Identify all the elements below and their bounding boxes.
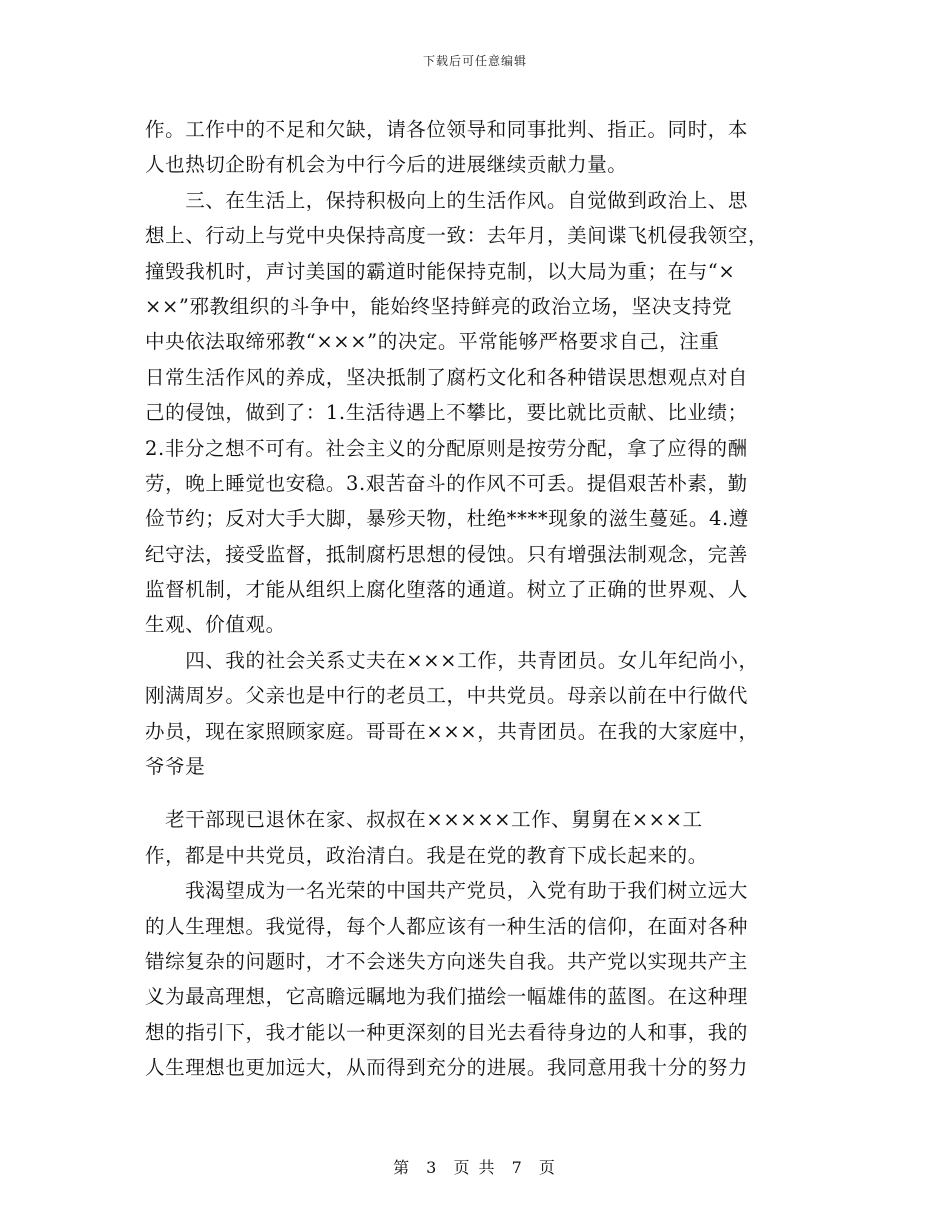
text-line: 四、我的社会关系丈夫在×××工作，共青团员。女儿年纪尚小， (145, 648, 759, 672)
text-line: 2.非分之想不可有。社会主义的分配原则是按劳分配，拿了应得的酬 (145, 436, 748, 460)
text-line: 劳，晚上睡觉也安稳。3.艰苦奋斗的作风不可丢。提倡艰苦朴素，勤 (145, 471, 748, 495)
text-line: 错综复杂的问题时，才不会迷失方向迷失自我。共产党以实现共产主 (145, 949, 749, 973)
paragraph-gap (145, 784, 795, 802)
text-line: 中央依法取缔邪教“×××”的决定。平常能够严格要求自己，注重 (145, 330, 720, 354)
text-line: 义为最高理想，它高瞻远瞩地为我们描绘一幅雄伟的蓝图。在这种理 (145, 985, 749, 1009)
text-line: 生观、价值观。 (145, 613, 286, 637)
text-line: 想上、行动上与党中央保持高度一致：去年月，美间谍飞机侵我领空， (145, 224, 769, 248)
page-label-prefix: 第 (393, 1158, 412, 1177)
text-line: 作，都是中共党员，政治清白。我是在党的教育下成长起来的。 (145, 843, 708, 867)
document-body (145, 112, 795, 1086)
text-line: ××”邪教组织的斗争中，能始终坚持鲜亮的政治立场，坚决支持党 (145, 294, 733, 318)
page-label-middle: 页 共 (453, 1158, 497, 1177)
current-page-number: 3 (426, 1158, 439, 1177)
text-line: 我渴望成为一名光荣的中国共产党员，入党有助于我们树立远大 (145, 879, 749, 903)
text-line: 三、在生活上，保持积极向上的生活作风。自觉做到政治上、思 (145, 188, 749, 212)
text-line: 监督机制，才能从组织上腐化堕落的通道。树立了正确的世界观、人 (145, 578, 749, 602)
text-line: 纪守法，接受监督，抵制腐朽思想的侵蚀。只有增强法制观念，完善 (145, 542, 749, 566)
text-line: 己的侵蚀，做到了：1.生活待遇上不攀比，要比就比贡献、比业绩； (145, 401, 748, 425)
total-pages-number: 7 (511, 1158, 524, 1177)
page-label-suffix: 页 (538, 1158, 557, 1177)
text-line: 想的指引下，我才能以一种更深刻的目光去看待身边的人和事，我的 (145, 1020, 749, 1044)
text-line: 人生理想也更加远大，从而得到充分的进展。我同意用我十分的努力 (145, 1056, 749, 1080)
text-line: 作。工作中的不足和欠缺，请各位领导和同事批判、指正。同时，本 (145, 118, 749, 141)
page-header: 下载后可任意编辑 (422, 54, 527, 68)
text-line: 的人生理想。我觉得，每个人都应该有一种生活的信仰，在面对各种 (145, 914, 749, 938)
text-line: 人也热切企盼有机会为中行今后的进展继续贡献力量。 (145, 153, 628, 177)
page-footer (0, 1155, 950, 1178)
text-line: 俭节约；反对大手大脚，暴殄天物，杜绝****现象的滋生蔓延。4.遵 (145, 507, 749, 531)
text-line: 撞毁我机时，声讨美国的霸道时能保持克制，以大局为重；在与“× (145, 259, 736, 283)
text-line: 办员，现在家照顾家庭。哥哥在×××，共青团员。在我的大家庭中， (145, 719, 759, 743)
text-line: 老干部现已退休在家、叔叔在×××××工作、舅舅在×××工 (145, 808, 703, 832)
text-line: 刚满周岁。父亲也是中行的老员工，中共党员。母亲以前在中行做代 (145, 684, 749, 708)
text-line: 爷爷是 (145, 755, 206, 779)
text-line: 日常生活作风的养成，坚决抵制了腐朽文化和各种错误思想观点对自 (145, 365, 749, 389)
